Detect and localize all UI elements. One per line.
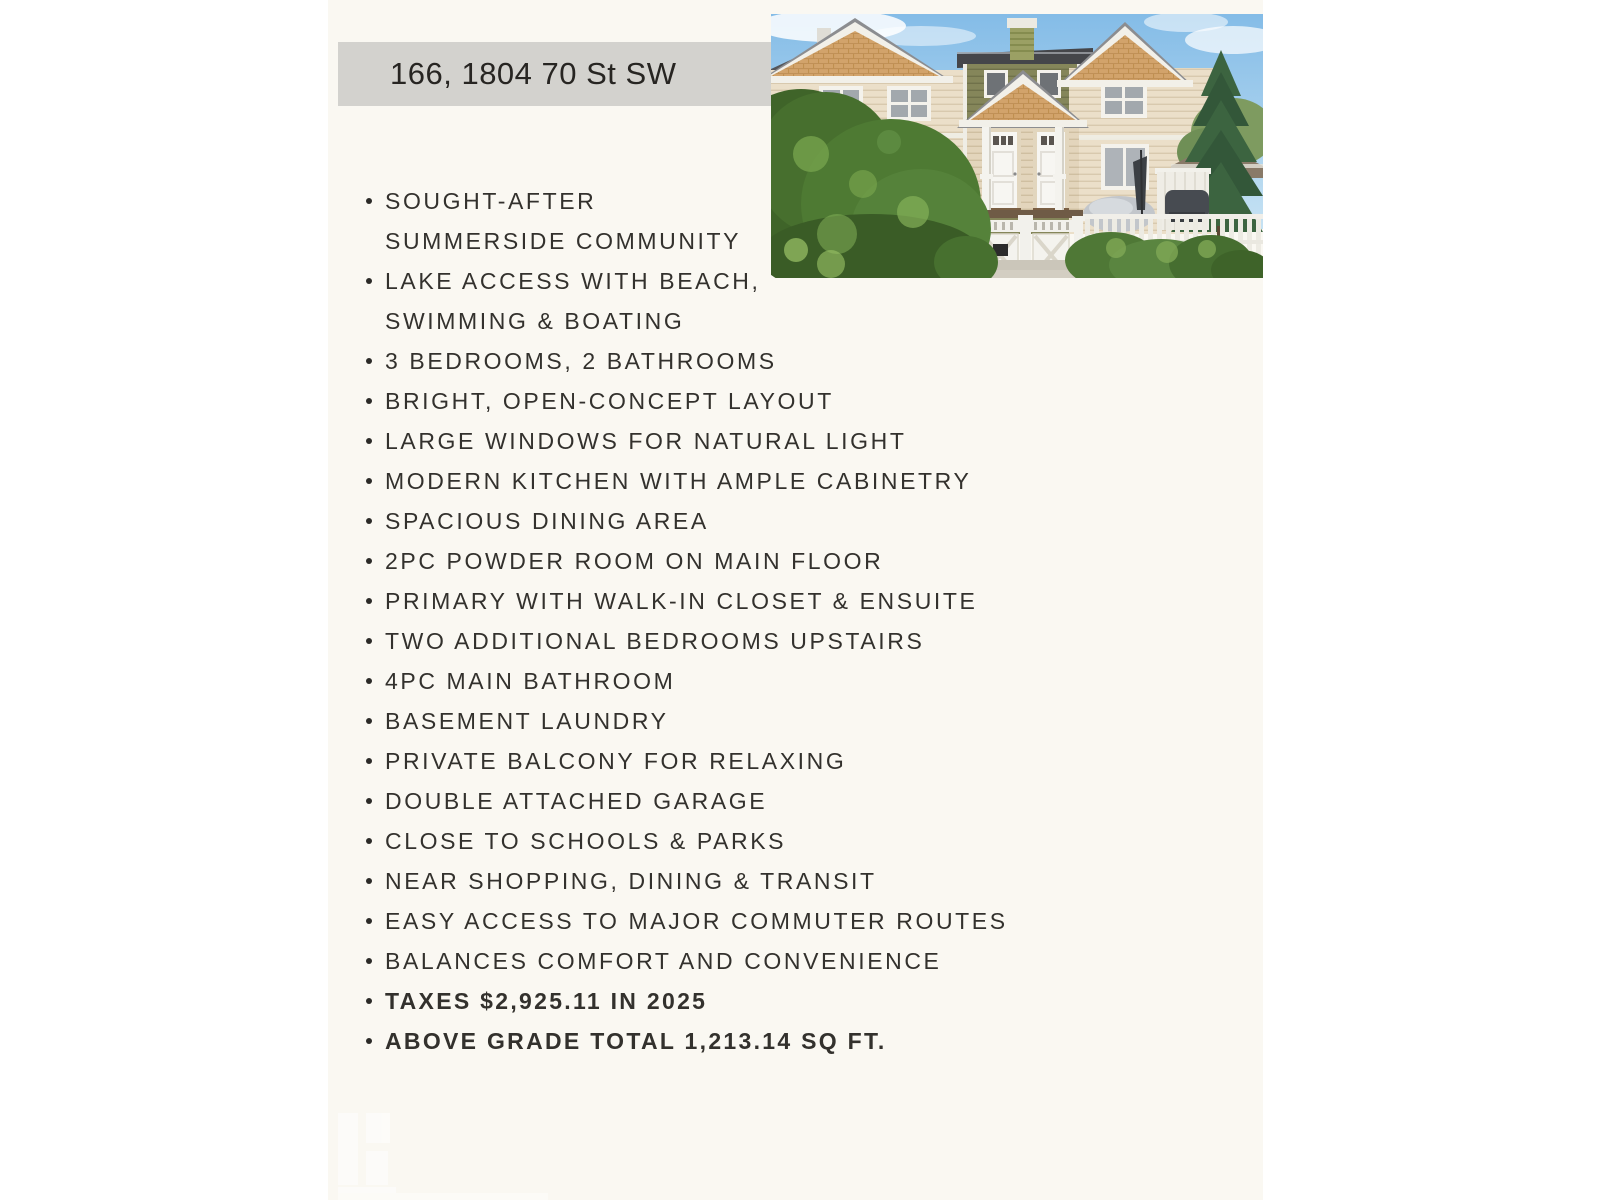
feature-item: LARGE WINDOWS FOR NATURAL LIGHT	[385, 421, 1259, 461]
feature-item: PRIVATE BALCONY FOR RELAXING	[385, 741, 1259, 781]
feature-item: CLOSE TO SCHOOLS & PARKS	[385, 821, 1259, 861]
address-text: 166, 1804 70 St SW	[390, 56, 677, 91]
feature-item: ABOVE GRADE TOTAL 1,213.14 SQ FT.	[385, 1021, 1259, 1061]
feature-item: 2PC POWDER ROOM ON MAIN FLOOR	[385, 541, 1259, 581]
address-banner	[338, 42, 771, 106]
feature-item: BRIGHT, OPEN-CONCEPT LAYOUT	[385, 381, 1259, 421]
feature-item: EASY ACCESS TO MAJOR COMMUTER ROUTES	[385, 901, 1259, 941]
feature-item: SPACIOUS DINING AREA	[385, 501, 1259, 541]
feature-item: DOUBLE ATTACHED GARAGE	[385, 781, 1259, 821]
feature-item: NEAR SHOPPING, DINING & TRANSIT	[385, 861, 1259, 901]
feature-item: SOUGHT-AFTER SUMMERSIDE COMMUNITY	[385, 181, 1259, 261]
features-list	[328, 181, 1263, 1061]
feature-item: PRIMARY WITH WALK-IN CLOSET & ENSUITE	[385, 581, 1259, 621]
feature-item: 4PC MAIN BATHROOM	[385, 661, 1259, 701]
realtor-logo-watermark	[338, 1113, 558, 1200]
feature-item: BALANCES COMFORT AND CONVENIENCE	[385, 941, 1259, 981]
feature-item: BASEMENT LAUNDRY	[385, 701, 1259, 741]
feature-item: TAXES $2,925.11 IN 2025	[385, 981, 1259, 1021]
feature-item: MODERN KITCHEN WITH AMPLE CABINETRY	[385, 461, 1259, 501]
feature-item: LAKE ACCESS WITH BEACH, SWIMMING & BOATING	[385, 261, 1259, 341]
flyer-panel	[328, 0, 1263, 1200]
feature-item: 3 BEDROOMS, 2 BATHROOMS	[385, 341, 1259, 381]
feature-item: TWO ADDITIONAL BEDROOMS UPSTAIRS	[385, 621, 1259, 661]
